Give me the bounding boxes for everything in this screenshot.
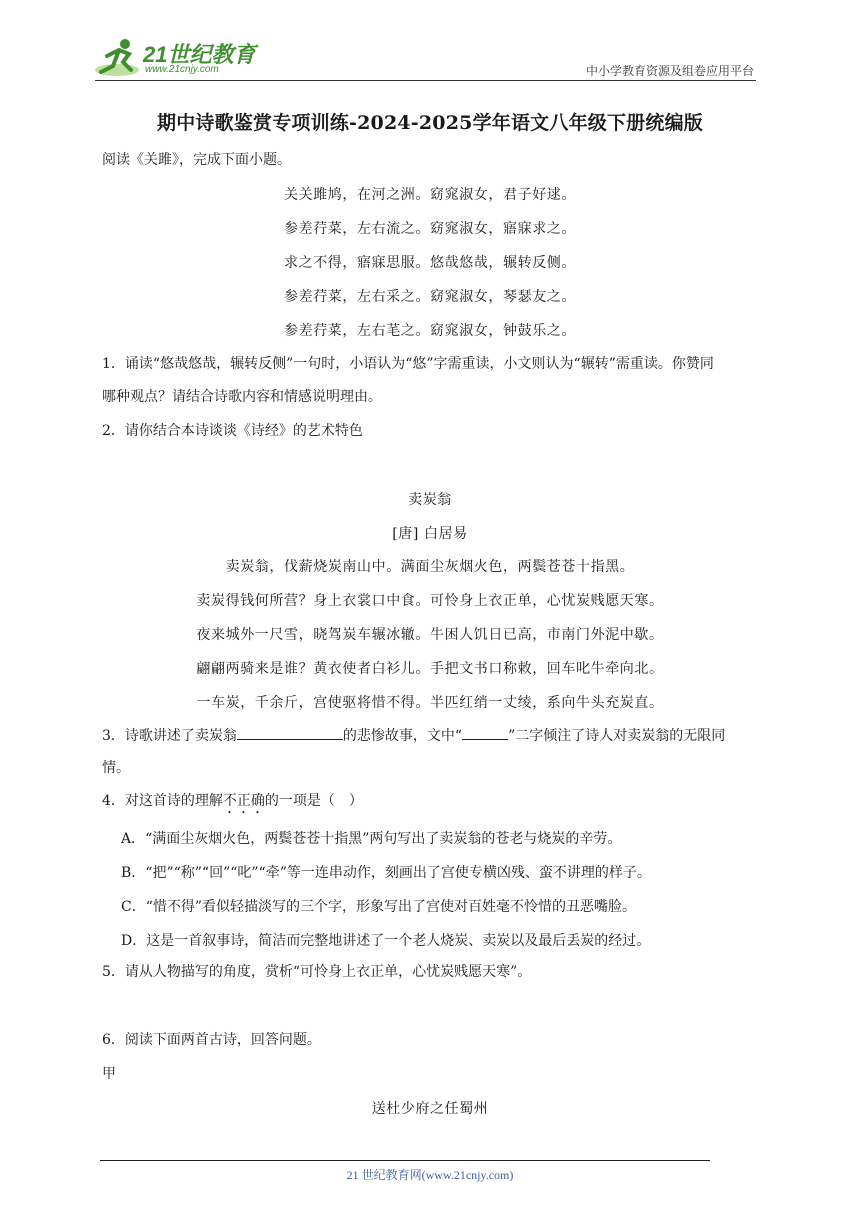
option-d: D．这是一首叙事诗，简洁而完整地讲述了一个老人烧炭、卖炭以及最后丢炭的经过。 (121, 933, 651, 949)
question-1-line1: 1．诵读“悠哉悠哉，辗转反侧”一句时，小语认为“悠”字需重读，小文则认为“辗转”需重读。你赞同 (102, 356, 714, 372)
poem2-line: 一车炭，千余斤，宫使驱将惜不得。半匹红绡一丈绫，系向牛头充炭直。 (196, 695, 664, 711)
platform-label: 中小学教育资源及组卷应用平台 (585, 64, 754, 78)
poem2-line: 卖炭得钱何所营？身上衣裳口中食。可怜身上衣正单，心忧炭贱愿天寒。 (196, 593, 664, 609)
poem-label-jia: 甲 (102, 1066, 116, 1082)
answer-blank[interactable] (462, 725, 508, 740)
question-1-line2: 哪种观点？请结合诗歌内容和情感说明理由。 (102, 389, 382, 405)
footer-link[interactable]: 21 世纪教育网(www.21cnjy.com) (346, 1168, 514, 1182)
option-c: C．“惜不得”看似轻描淡写的三个字，形象写出了宫使对百姓毫不怜惜的丑恶嘴脸。 (121, 899, 637, 915)
question-4-stem-pre: 4．对这首诗的理解 (102, 793, 223, 809)
question-3-line2: 情。 (102, 760, 130, 776)
logo-url: www.21cnjy.com (145, 64, 219, 75)
page-title: 期中诗歌鉴赏专项训练-2024-2025学年语文八年级下册统编版 (157, 112, 703, 134)
option-b: B．“把”“称”“回”“叱”“牵”等一连串动作，刻画出了宫使专横凶残、蛮不讲理的样子。 (121, 865, 651, 881)
poem1-line: 参差荇菜，左右流之。窈窕淑女，寤寐求之。 (284, 221, 576, 237)
poem1-line: 求之不得，寤寐思服。悠哉悠哉，辗转反侧。 (284, 255, 576, 271)
footer-divider (100, 1160, 710, 1161)
poem1-line: 参差荇菜，左右芼之。窈窕淑女，钟鼓乐之。 (284, 323, 576, 339)
poem1-line: 参差荇菜，左右采之。窈窕淑女，琴瑟友之。 (284, 289, 576, 305)
question-6: 6．阅读下面两首古诗，回答问题。 (102, 1032, 321, 1048)
header-divider (95, 80, 756, 81)
question-4-stem (102, 791, 760, 817)
intro-text: 阅读《关雎》，完成下面小题。 (102, 152, 291, 168)
question-4-emphasis: 不正确 (222, 793, 265, 809)
answer-blank[interactable] (237, 725, 343, 740)
poem1-line: 关关雎鸠，在河之洲。窈窕淑女，君子好逑。 (284, 187, 576, 203)
poem2-title: 卖炭翁 (408, 492, 452, 508)
question-3-part1: 3．诗歌讲述了卖炭翁 (102, 728, 237, 744)
question-2: 2．请你结合本诗谈谈《诗经》的艺术特色 (102, 423, 363, 439)
question-3-part2: 的悲惨故事，文中“ (342, 728, 463, 744)
question-3-line1 (102, 725, 760, 746)
logo-text: 21世纪教育 (143, 42, 256, 67)
question-3-part3: ”二字倾注了诗人对卖炭翁的无限同 (508, 728, 726, 744)
logo (95, 36, 265, 80)
option-a: A．“满面尘灰烟火色，两鬓苍苍十指黑”两句写出了卖炭翁的苍老与烧炭的辛劳。 (121, 831, 622, 847)
question-4-stem-post: 的一项是（ ） (264, 793, 363, 809)
poem2-line: 卖炭翁，伐薪烧炭南山中。满面尘灰烟火色，两鬓苍苍十指黑。 (225, 559, 635, 575)
poem2-line: 夜来城外一尺雪，晓驾炭车辗冰辙。牛困人饥日已高，市南门外泥中歇。 (196, 627, 664, 643)
poem3-title: 送杜少府之任蜀州 (371, 1101, 489, 1117)
poem2-line: 翩翩两骑来是谁？黄衣使者白衫儿。手把文书口称敕，回车叱牛牵向北。 (196, 661, 664, 677)
poem2-author: [唐] 白居易 (392, 526, 468, 542)
question-5: 5．请从人物描写的角度，赏析“可怜身上衣正单，心忧炭贱愿天寒”。 (102, 964, 532, 980)
